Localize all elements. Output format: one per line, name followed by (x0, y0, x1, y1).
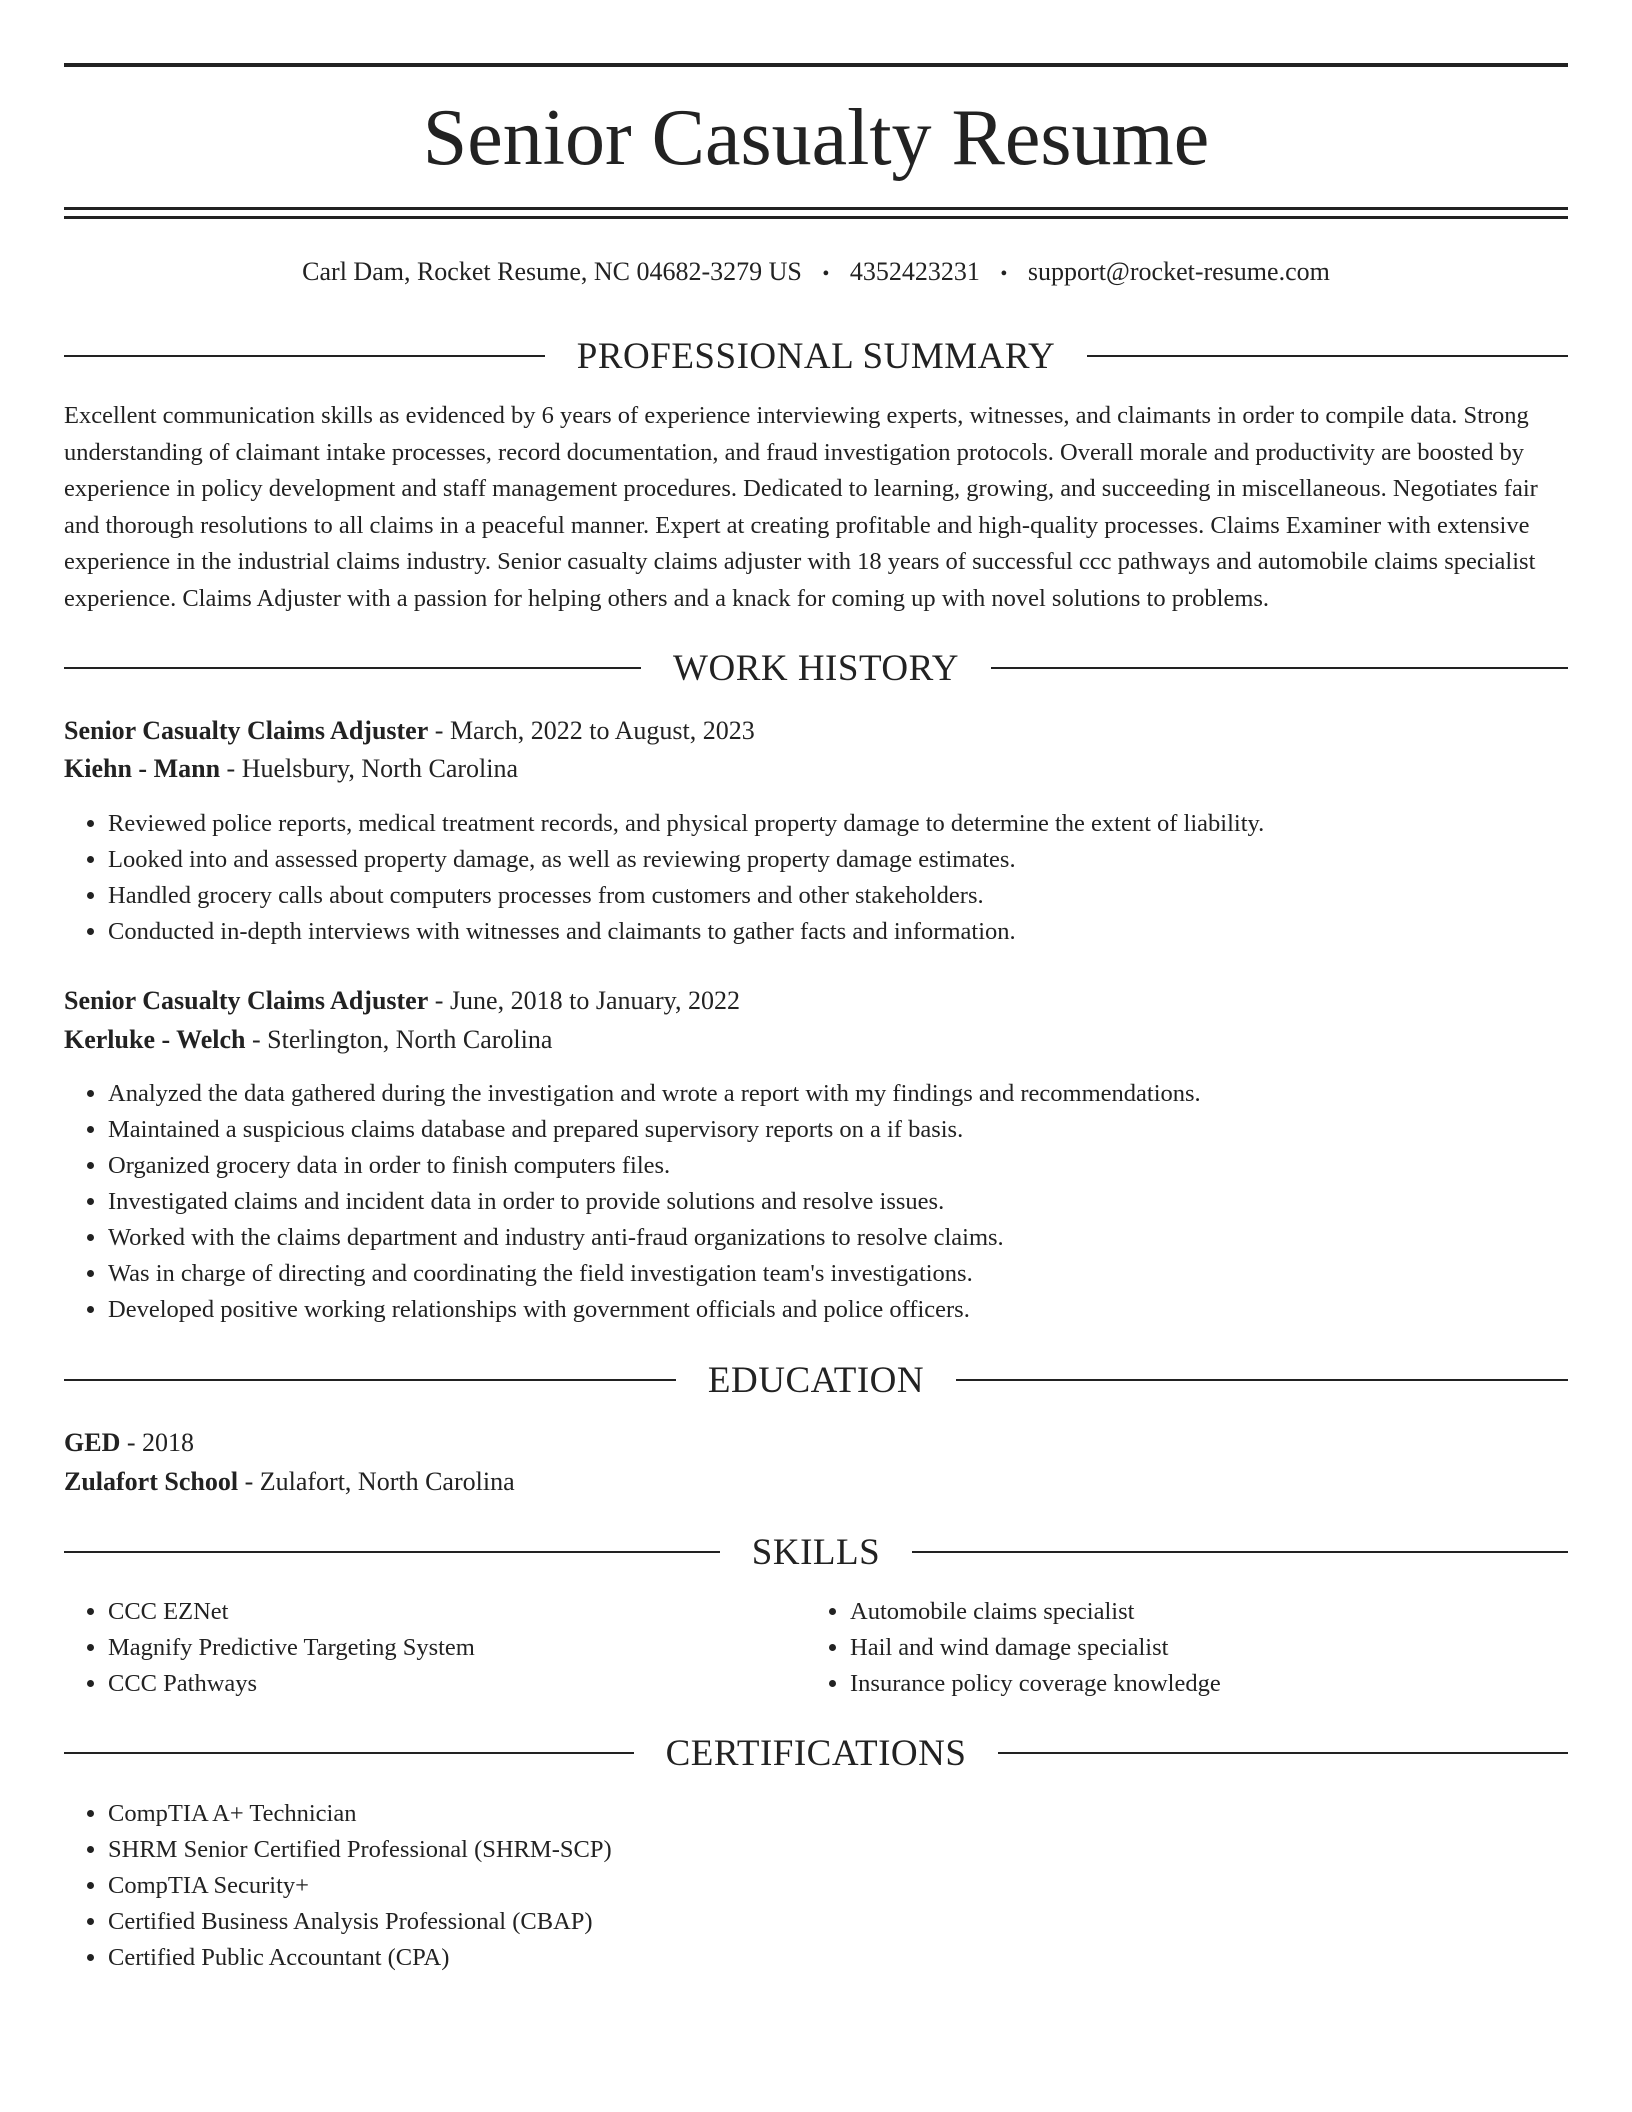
section-rule (1087, 355, 1568, 357)
list-item: • Was in charge of directing and coordinating the field investigation team's investigations. (108, 1256, 1201, 1292)
education-school-line (64, 1463, 1568, 1501)
contact-phone: 4352423231 (849, 257, 980, 286)
skill-item: • CCC EZNet (108, 1594, 475, 1630)
list-item: • Conducted in-depth interviews with witnesses and claimants to gather facts and information. (108, 914, 1264, 950)
page-title: Senior Casualty Resume (422, 94, 1210, 182)
certification-item: • SHRM Senior Certified Professional (SHRM-SCP) (108, 1832, 612, 1868)
job-company-line (64, 750, 1568, 788)
section-rule (64, 667, 641, 669)
company-location: - Sterlington, North Carolina (245, 1025, 553, 1054)
section-rule (64, 355, 545, 357)
list-item: • Handled grocery calls about computers processes from customers and other stakeholders. (108, 878, 1264, 914)
section-rule (998, 1752, 1568, 1754)
school-location: - Zulafort, North Carolina (238, 1467, 515, 1496)
certification-item: • CompTIA Security+ (108, 1868, 612, 1904)
skill-item: • Insurance policy coverage knowledge (850, 1666, 1221, 1702)
job-title: Senior Casualty Claims Adjuster (64, 986, 429, 1015)
section-heading-education (64, 1358, 1568, 1402)
job-company-line (64, 1021, 1568, 1059)
skill-item: • Hail and wind damage specialist (850, 1630, 1221, 1666)
school-name: Zulafort School (64, 1467, 239, 1496)
certification-item: • Certified Business Analysis Professional (CBAP) (108, 1904, 612, 1940)
job-dates: - March, 2022 to August, 2023 (428, 716, 755, 745)
company-name: Kerluke - Welch (64, 1025, 246, 1054)
contact-separator: • (1000, 263, 1008, 285)
education-degree-line (64, 1424, 1568, 1462)
list-item: • Reviewed police reports, medical treatment records, and physical property damage to determine the extent of liability. (108, 806, 1264, 842)
list-item: • Investigated claims and incident data in order to provide solutions and resolve issues. (108, 1184, 1201, 1220)
section-title: PROFESSIONAL SUMMARY (576, 335, 1056, 377)
section-rule (64, 1752, 634, 1754)
section-heading-skills (64, 1530, 1568, 1574)
skill-item: • Automobile claims specialist (850, 1594, 1221, 1630)
skills-list-left (64, 1594, 475, 1702)
section-rule (956, 1379, 1568, 1381)
certification-item: • Certified Public Accountant (CPA) (108, 1940, 612, 1976)
list-item: • Worked with the claims department and industry anti-fraud organizations to resolve claims. (108, 1220, 1201, 1256)
section-rule (912, 1551, 1568, 1553)
section-heading-summary (64, 334, 1568, 378)
contact-address: Carl Dam, Rocket Resume, NC 04682-3279 US (302, 257, 802, 286)
section-heading-work-history (64, 646, 1568, 690)
section-rule (64, 1551, 720, 1553)
job-dates: - June, 2018 to January, 2022 (428, 986, 740, 1015)
contact-line (64, 254, 1568, 292)
job-bullets (64, 1076, 1201, 1328)
list-item: • Analyzed the data gathered during the investigation and wrote a report with my findings and recommendations. (108, 1076, 1201, 1112)
header-double-rule (64, 207, 1568, 219)
company-name: Kiehn - Mann (64, 754, 221, 783)
degree: GED (64, 1428, 121, 1457)
list-item: • Developed positive working relationships with government officials and police officers. (108, 1292, 1201, 1328)
degree-year: - 2018 (120, 1428, 195, 1457)
section-rule (991, 667, 1568, 669)
job-title-line (64, 712, 1568, 750)
section-title: WORK HISTORY (673, 647, 959, 689)
header-top-rule (64, 63, 1568, 67)
skill-item: • Magnify Predictive Targeting System (108, 1630, 475, 1666)
company-location: - Huelsbury, North Carolina (220, 754, 519, 783)
list-item: • Looked into and assessed property damage, as well as reviewing property damage estimates. (108, 842, 1264, 878)
skill-item: • CCC Pathways (108, 1666, 475, 1702)
skills-list-right (806, 1594, 1221, 1702)
section-title: CERTIFICATIONS (665, 1732, 967, 1774)
section-heading-certifications (64, 1731, 1568, 1775)
certifications-list (64, 1796, 612, 1976)
job-bullets (64, 806, 1264, 950)
job-title: Senior Casualty Claims Adjuster (64, 716, 429, 745)
job-title-line (64, 982, 1568, 1020)
list-item: • Organized grocery data in order to finish computers files. (108, 1148, 1201, 1184)
list-item: • Maintained a suspicious claims database and prepared supervisory reports on a if basis. (108, 1112, 1201, 1148)
contact-separator: • (822, 263, 830, 285)
contact-email[interactable]: support@rocket-resume.com (1027, 257, 1330, 286)
summary-text: Excellent communication skills as evidenced by 6 years of experience interviewing experts, witnesses, and claimants in order to compile data. Strong understanding of claimant intake processes, record documentation, and fraud investigation protocols. Overall morale and productivity are boosted by experience in policy development and staff management procedures. Dedicated to learning, growing, and succeeding in miscellaneous. Negotiates fair and thorough resolutions to all claims in a peaceful manner. Expert at creating profitable and high-quality processes. Claims Examiner with extensive experience in the industrial claims industry. Senior casualty claims adjuster with 18 years of successful ccc pathways and automobile claims specialist experience. Claims Adjuster with a passion for helping others and a knack for coming up with novel solutions to problems. (64, 402, 1538, 612)
certification-item: • CompTIA A+ Technician (108, 1796, 612, 1832)
section-title: EDUCATION (707, 1359, 925, 1401)
section-rule (64, 1379, 676, 1381)
section-title: SKILLS (751, 1531, 881, 1573)
